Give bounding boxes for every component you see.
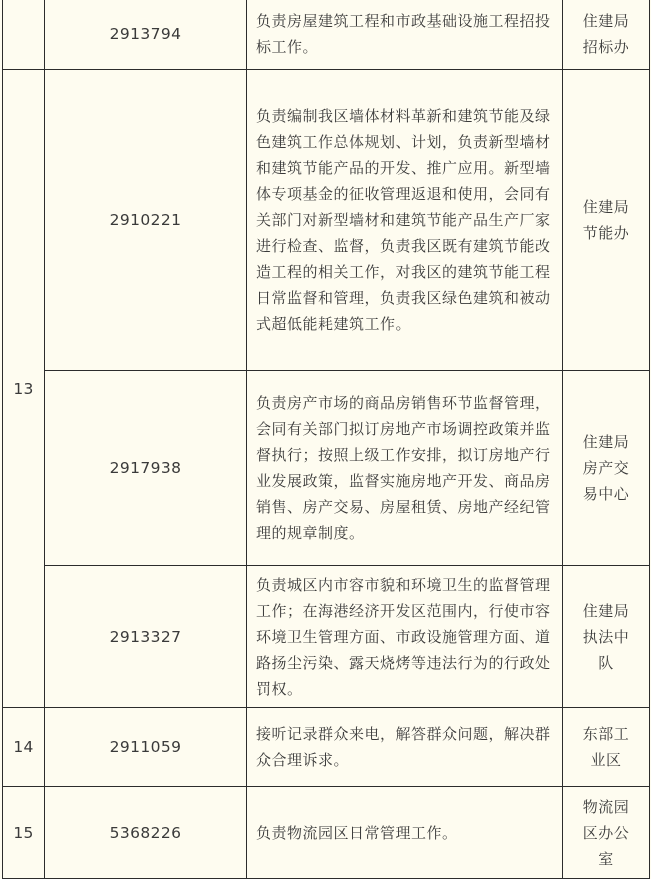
unit-line: 业区 [590,751,622,769]
unit-cell [563,787,650,879]
table-row [3,787,650,879]
table-row [3,708,650,787]
unit-line: 房产交 [582,459,630,477]
number-cell: 14 [3,708,45,787]
unit-line: 队 [598,653,614,672]
contact-table [2,0,650,879]
unit-line: 东部工 [582,725,630,743]
table-row [3,0,650,70]
phone-cell: 2913794 [45,0,247,70]
number-cell [3,0,45,70]
unit-line: 执法中 [582,627,630,646]
unit-cell [563,566,650,708]
duty-cell: 负责城区内市容市貌和环境卫生的监督管理工作；在海港经济开发区范围内，行使市容环境卫生管理方面、市政设施管理方面、道路扬尘污染、露天烧烤等违法行为的行政处罚权。 [247,566,563,708]
unit-line: 区办公 [582,823,630,842]
phone-cell: 5368226 [45,787,247,879]
phone-cell: 2910221 [45,70,247,371]
unit-line: 易中心 [582,485,630,503]
unit-line: 住建局 [582,198,630,216]
phone-cell: 2917938 [45,371,247,566]
duty-cell: 接听记录群众来电，解答群众问题，解决群众合理诉求。 [247,708,563,787]
unit-line: 室 [598,849,614,868]
unit-cell [563,708,650,787]
phone-cell: 2911059 [45,708,247,787]
unit-cell [563,70,650,371]
unit-line: 住建局 [582,433,630,451]
table-row [3,70,650,371]
unit-cell [563,0,650,70]
unit-line: 住建局 [582,12,630,30]
unit-line: 住建局 [582,601,630,620]
table-row [3,371,650,566]
number-cell: 13 [3,70,45,708]
unit-line: 物流园 [582,797,630,816]
duty-cell: 负责房屋建筑工程和市政基础设施工程招投标工作。 [247,0,563,70]
duty-cell: 负责编制我区墙体材料革新和建筑节能及绿色建筑工作总体规划、计划，负责新型墙材和建筑节能产品的开发、推广应用。新型墙体专项基金的征收管理返退和使用，会同有关部门对新型墙材和建筑节能产品生产厂家进行检查、监督，负责我区既有建筑节能改造工程的相关工作，对我区的建筑节能工程日常监督和管理，负责我区绿色建筑和被动式超低能耗建筑工作。 [247,70,563,371]
unit-line: 节能办 [582,224,630,242]
number-cell: 15 [3,787,45,879]
duty-cell: 负责房产市场的商品房销售环节监督管理，会同有关部门拟订房地产市场调控政策并监督执行；按照上级工作安排，拟订房地产行业发展政策，监督实施房地产开发、商品房销售、房产交易、房屋租赁、房地产经纪管理的规章制度。 [247,371,563,566]
phone-cell: 2913327 [45,566,247,708]
duty-cell: 负责物流园区日常管理工作。 [247,787,563,879]
unit-line: 招标办 [582,38,630,56]
table-row [3,566,650,708]
unit-cell [563,371,650,566]
